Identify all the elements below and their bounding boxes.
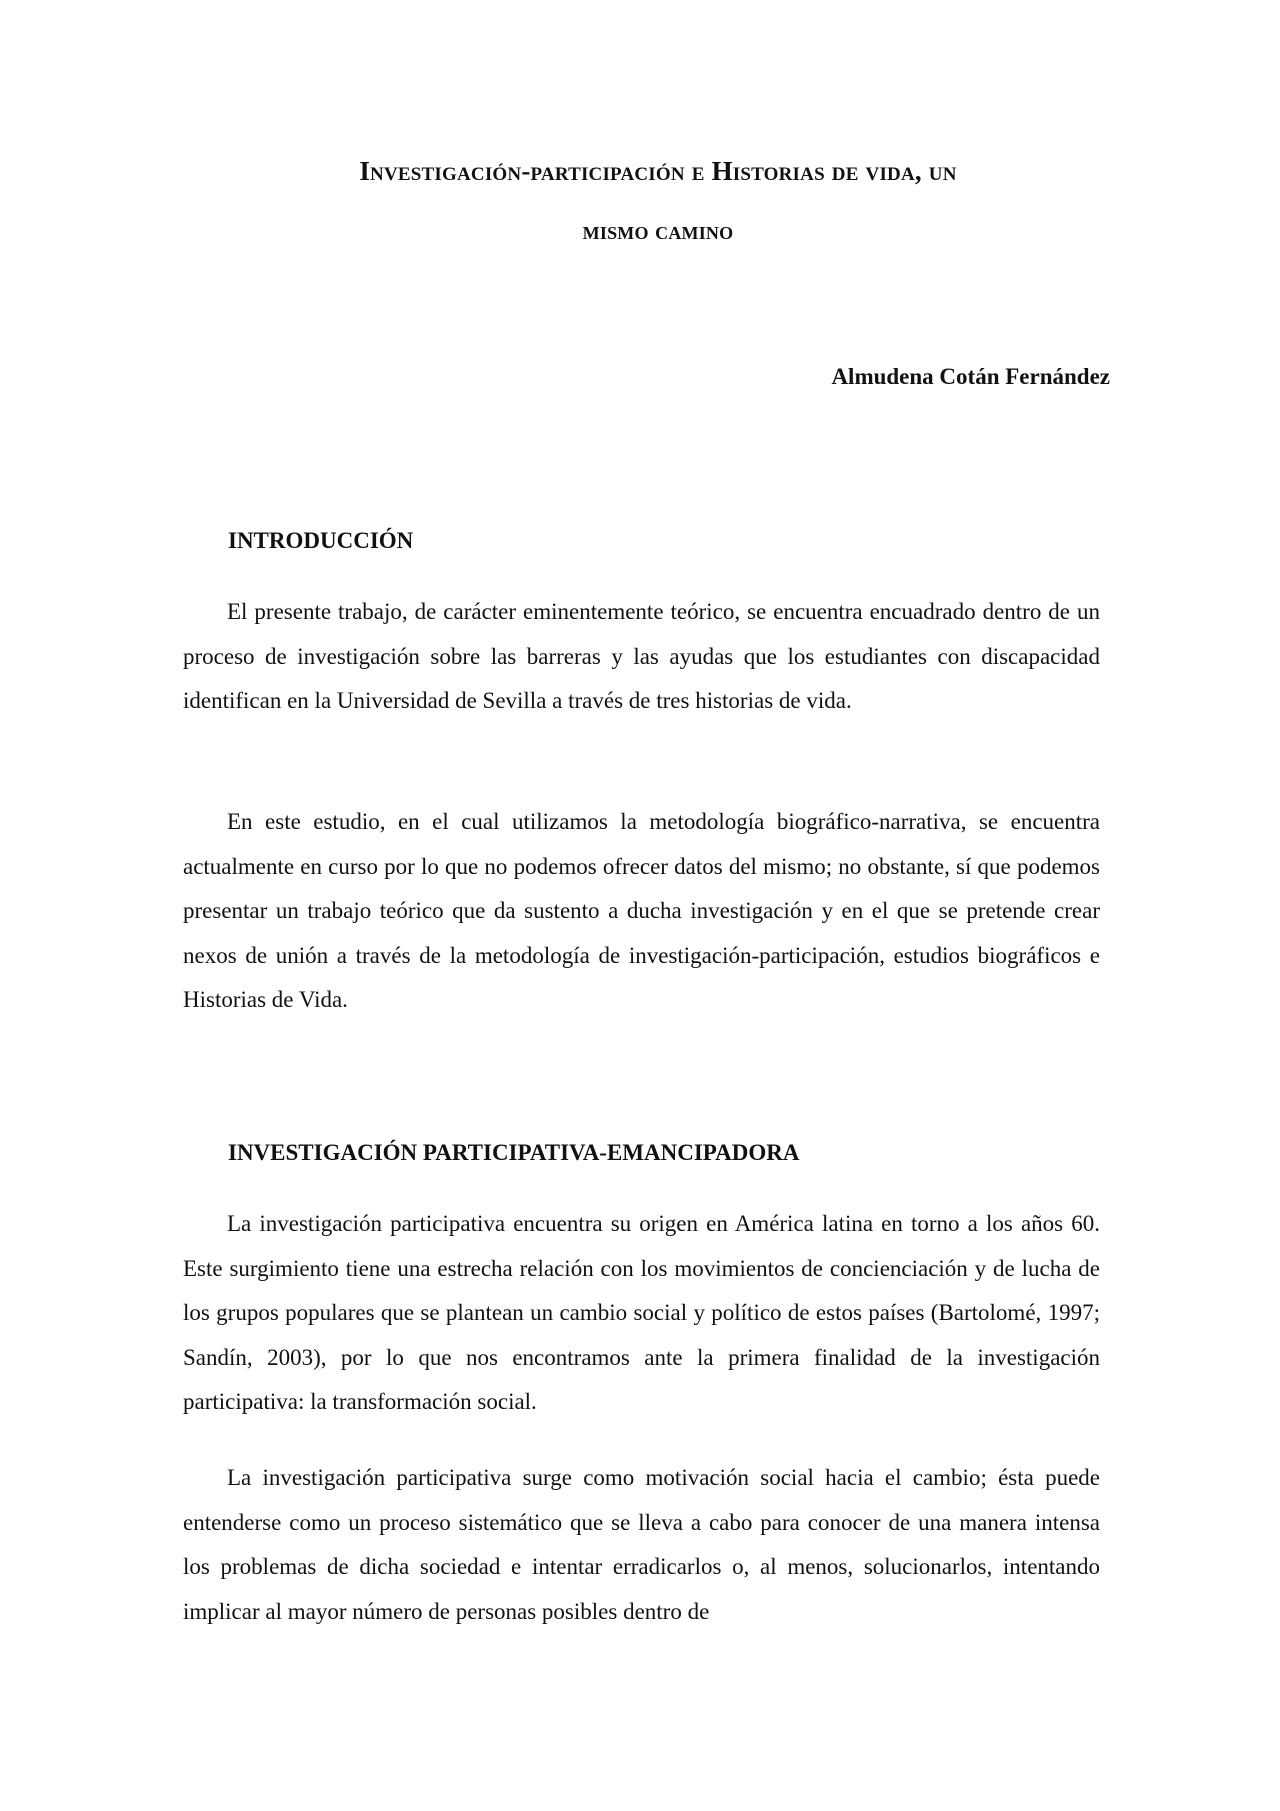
section-heading-introduccion: INTRODUCCIÓN: [228, 528, 414, 553]
author-name: Almudena Cotán Fernández: [831, 364, 1110, 389]
section-heading-investigacion-participativa: INVESTIGACIÓN PARTICIPATIVA-EMANCIPADORA: [228, 1140, 800, 1165]
paragraph-ip-1: La investigación participativa encuentra su origen en América latina en torno a los años 60. Este surgimiento tiene una estrecha relación con los movimientos de concienciación y de lucha de los grupos populares que se plantean un cambio social y político de estos países (Bartolomé, 1997; Sandín, 2003), por lo que nos encontramos ante la primera finalidad de la investigación participativa: la transformación social.: [183, 1211, 1100, 1414]
document-title-line-1: Investigación-participación e Historias de vida, un: [359, 156, 957, 186]
paragraph-intro-2: En este estudio, en el cual utilizamos la metodología biográfico-narrativa, se encuentra actualmente en curso por lo que no podemos ofrecer datos del mismo; no obstante, sí que podemos presentar un trabajo teórico que da sustento a ducha investigación y en el que se pretende crear nexos de unión a través de la metodología de investigación-participación, estudios biográficos e Historias de Vida.: [183, 809, 1100, 1012]
paragraph-ip-2: La investigación participativa surge como motivación social hacia el cambio; ésta puede entenderse como un proceso sistemático que se lleva a cabo para conocer de una manera intensa los problemas de dicha sociedad e intentar erradicarlos o, al menos, solucionarlos, intentando implicar al mayor número de personas posibles dentro de: [183, 1465, 1100, 1624]
document-title-line-2: mismo camino: [582, 218, 734, 245]
paragraph-intro-1: El presente trabajo, de carácter eminentemente teórico, se encuentra encuadrado dentro de un proceso de investigación sobre las barreras y las ayudas que los estudiantes con discapacidad identifican en la Universidad de Sevilla a través de tres historias de vida.: [183, 599, 1100, 713]
